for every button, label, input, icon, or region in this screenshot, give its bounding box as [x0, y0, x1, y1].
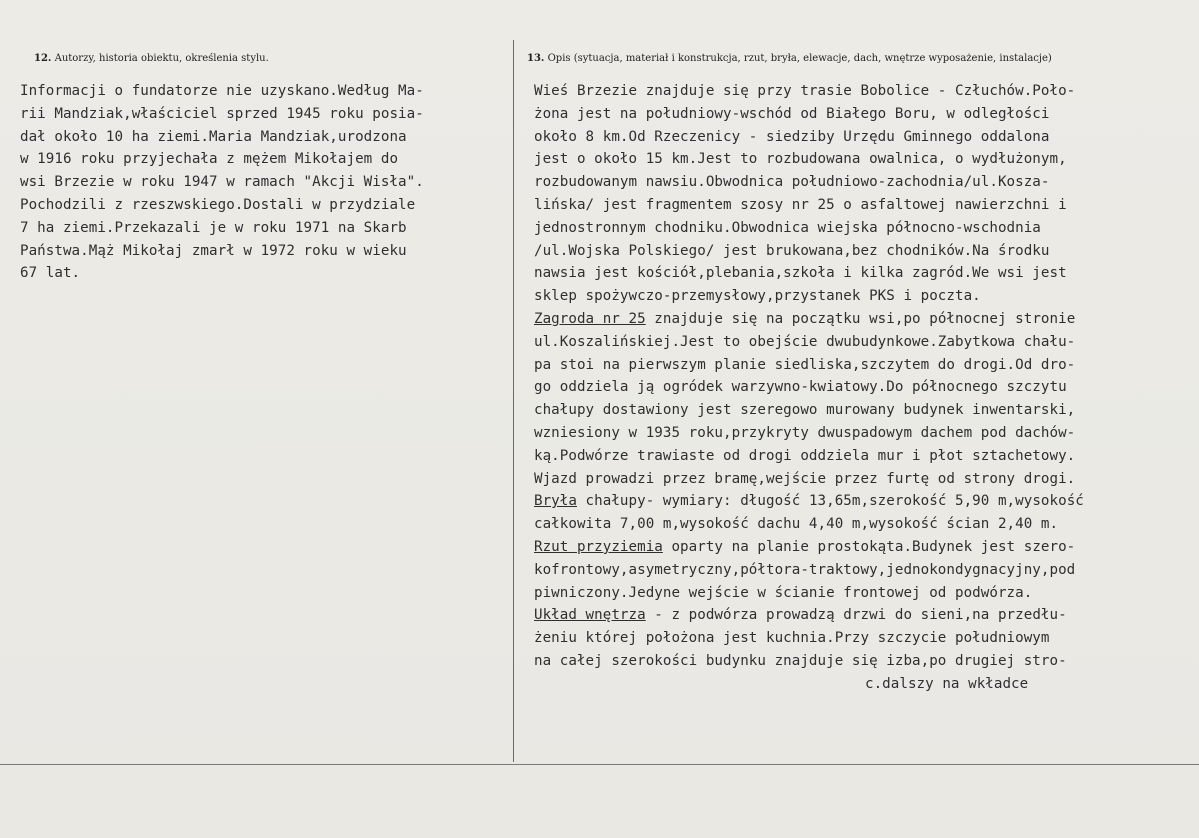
- text-line: [534, 126, 1194, 149]
- section-13-title: Opis (sytuacja, materiał i konstrukcja, rzut, bryła, elewacje, dach, wnętrze wyposażenie, instalacje): [547, 53, 1052, 64]
- text-line: [534, 536, 1194, 559]
- text-line: [534, 80, 1194, 103]
- continuation-note: c.dalszy na wkładce: [865, 675, 1029, 692]
- text-line: [534, 376, 1194, 399]
- line-text: Wieś Brzezie znajduje się przy trasie Bobolice - Człuchów.Poło-: [534, 83, 1076, 99]
- text-line: [534, 240, 1194, 263]
- line-text: żona jest na południowy-wschód od Białego Boru, w odległości: [534, 105, 1050, 122]
- underlined-term: Bryła: [534, 493, 577, 510]
- line-text: /ul.Wojska Polskiego/ jest brukowana,bez chodników.Na środku: [534, 242, 1050, 259]
- text-line: dał około 10 ha ziemi.Maria Mandziak,urodzona: [20, 128, 407, 145]
- section-12-heading: [34, 53, 269, 64]
- line-text: go oddziela ją ogródek warzywno-kwiatowy.Do północnego szczytu: [534, 379, 1067, 396]
- line-text: jednostronnym chodniku.Obwodnica wiejska północno-wschodnia: [534, 219, 1041, 236]
- text-line: [534, 262, 1194, 285]
- section-13-number: 13.: [527, 53, 545, 64]
- line-text: rozbudowanym nawsiu.Obwodnica południowo-zachodnia/ul.Kosza-: [534, 174, 1050, 191]
- line-text: znajduje się na początku wsi,po północnej stronie: [645, 310, 1076, 327]
- line-text: Wjazd prowadzi przez bramę,wejście przez furtę od strony drogi.: [534, 470, 1076, 487]
- text-line: Informacji o fundatorze nie uzyskano.Według Ma-: [20, 83, 424, 99]
- line-text: pa stoi na pierwszym planie siedliska,szczytem do drogi.Od dro-: [534, 356, 1076, 373]
- text-line: [534, 422, 1194, 445]
- text-line: [534, 399, 1194, 422]
- text-line: [534, 148, 1194, 171]
- text-line: [534, 103, 1194, 126]
- text-line: Państwa.Mąż Mikołaj zmarł w 1972 roku w wieku: [20, 242, 407, 259]
- line-text: jest o około 15 km.Jest to rozbudowana owalnica, o wydłużonym,: [534, 151, 1067, 168]
- line-text: sklep spożywczo-przemysłowy,przystanek PKS i poczta.: [534, 288, 981, 305]
- bottom-rule: [0, 764, 1199, 765]
- section-12-number: 12.: [34, 53, 52, 64]
- text-line: [534, 468, 1194, 491]
- underlined-term: Układ wnętrza: [534, 607, 646, 624]
- text-line: [534, 171, 1194, 194]
- line-text: wzniesiony w 1935 roku,przykryty dwuspadowym dachem pod dachów-: [534, 424, 1076, 441]
- line-text: całkowita 7,00 m,wysokość dachu 4,40 m,wysokość ścian 2,40 m.: [534, 516, 1059, 533]
- text-line: [534, 445, 1194, 468]
- line-text: kofrontowy,asymetryczny,półtora-traktowy,jednokondygnacyjny,pod: [534, 561, 1076, 578]
- text-line: [534, 650, 1194, 673]
- text-line: w 1916 roku przyjechała z mężem Mikołajem do: [20, 151, 399, 168]
- section-13-body: [534, 80, 1194, 696]
- text-line: 7 ha ziemi.Przekazali je w roku 1971 na Skarb: [20, 219, 407, 236]
- text-line: [534, 285, 1194, 308]
- text-line: rii Mandziak,właściciel sprzed 1945 roku posia-: [20, 105, 424, 122]
- line-text: chałupy- wymiary: długość 13,65m,szerokość 5,90 m,wysokość: [576, 493, 1084, 510]
- line-text: nawsia jest kościół,plebania,szkoła i kilka zagród.We wsi jest: [534, 265, 1067, 282]
- text-line: [534, 559, 1194, 582]
- text-line: [534, 582, 1194, 605]
- text-line: [534, 217, 1194, 240]
- text-line: [534, 308, 1194, 331]
- section-13-heading: [527, 53, 1052, 64]
- text-line: [534, 627, 1194, 650]
- text-line: [534, 331, 1194, 354]
- line-text: - z podwórza prowadzą drzwi do sieni,na przedłu-: [645, 607, 1067, 624]
- text-line: [534, 513, 1194, 536]
- line-text: ką.Podwórze trawiaste od drogi oddziela mur i płot sztachetowy.: [534, 447, 1076, 464]
- text-line: Pochodzili z rzeszwskiego.Dostali w przydziale: [20, 196, 416, 213]
- text-line: [534, 490, 1194, 513]
- line-text: żeniu której położona jest kuchnia.Przy szczycie południowym: [534, 630, 1050, 647]
- section-12-title: Autorzy, historia obiektu, określenia stylu.: [54, 53, 269, 64]
- line-text: ul.Koszalińskiej.Jest to obejście dwubudynkowe.Zabytkowa chału-: [534, 333, 1076, 350]
- section-12-body: [20, 80, 515, 285]
- line-text: oparty na planie prostokąta.Budynek jest szero-: [662, 538, 1076, 555]
- text-line: [534, 194, 1194, 217]
- line-text: chałupy dostawiony jest szeregowo murowany budynek inwentarski,: [534, 402, 1076, 419]
- line-text: na całej szerokości budynku znajduje się izba,po drugiej stro-: [534, 652, 1067, 669]
- underlined-term: Rzut przyziemia: [534, 538, 663, 555]
- line-text: lińska/ jest fragmentem szosy nr 25 o asfaltowej nawierzchni i: [534, 196, 1067, 213]
- line-text: około 8 km.Od Rzeczenicy - siedziby Urzędu Gminnego oddalona: [534, 128, 1050, 145]
- text-line: [534, 604, 1194, 627]
- text-line: [534, 354, 1194, 377]
- text-line: 67 lat.: [20, 265, 81, 282]
- text-line: wsi Brzezie w roku 1947 w ramach "Akcji Wisła".: [20, 174, 424, 191]
- line-text: piwniczony.Jedyne wejście w ścianie frontowej od podwórza.: [534, 584, 1033, 601]
- underlined-term: Zagroda nr 25: [534, 310, 646, 327]
